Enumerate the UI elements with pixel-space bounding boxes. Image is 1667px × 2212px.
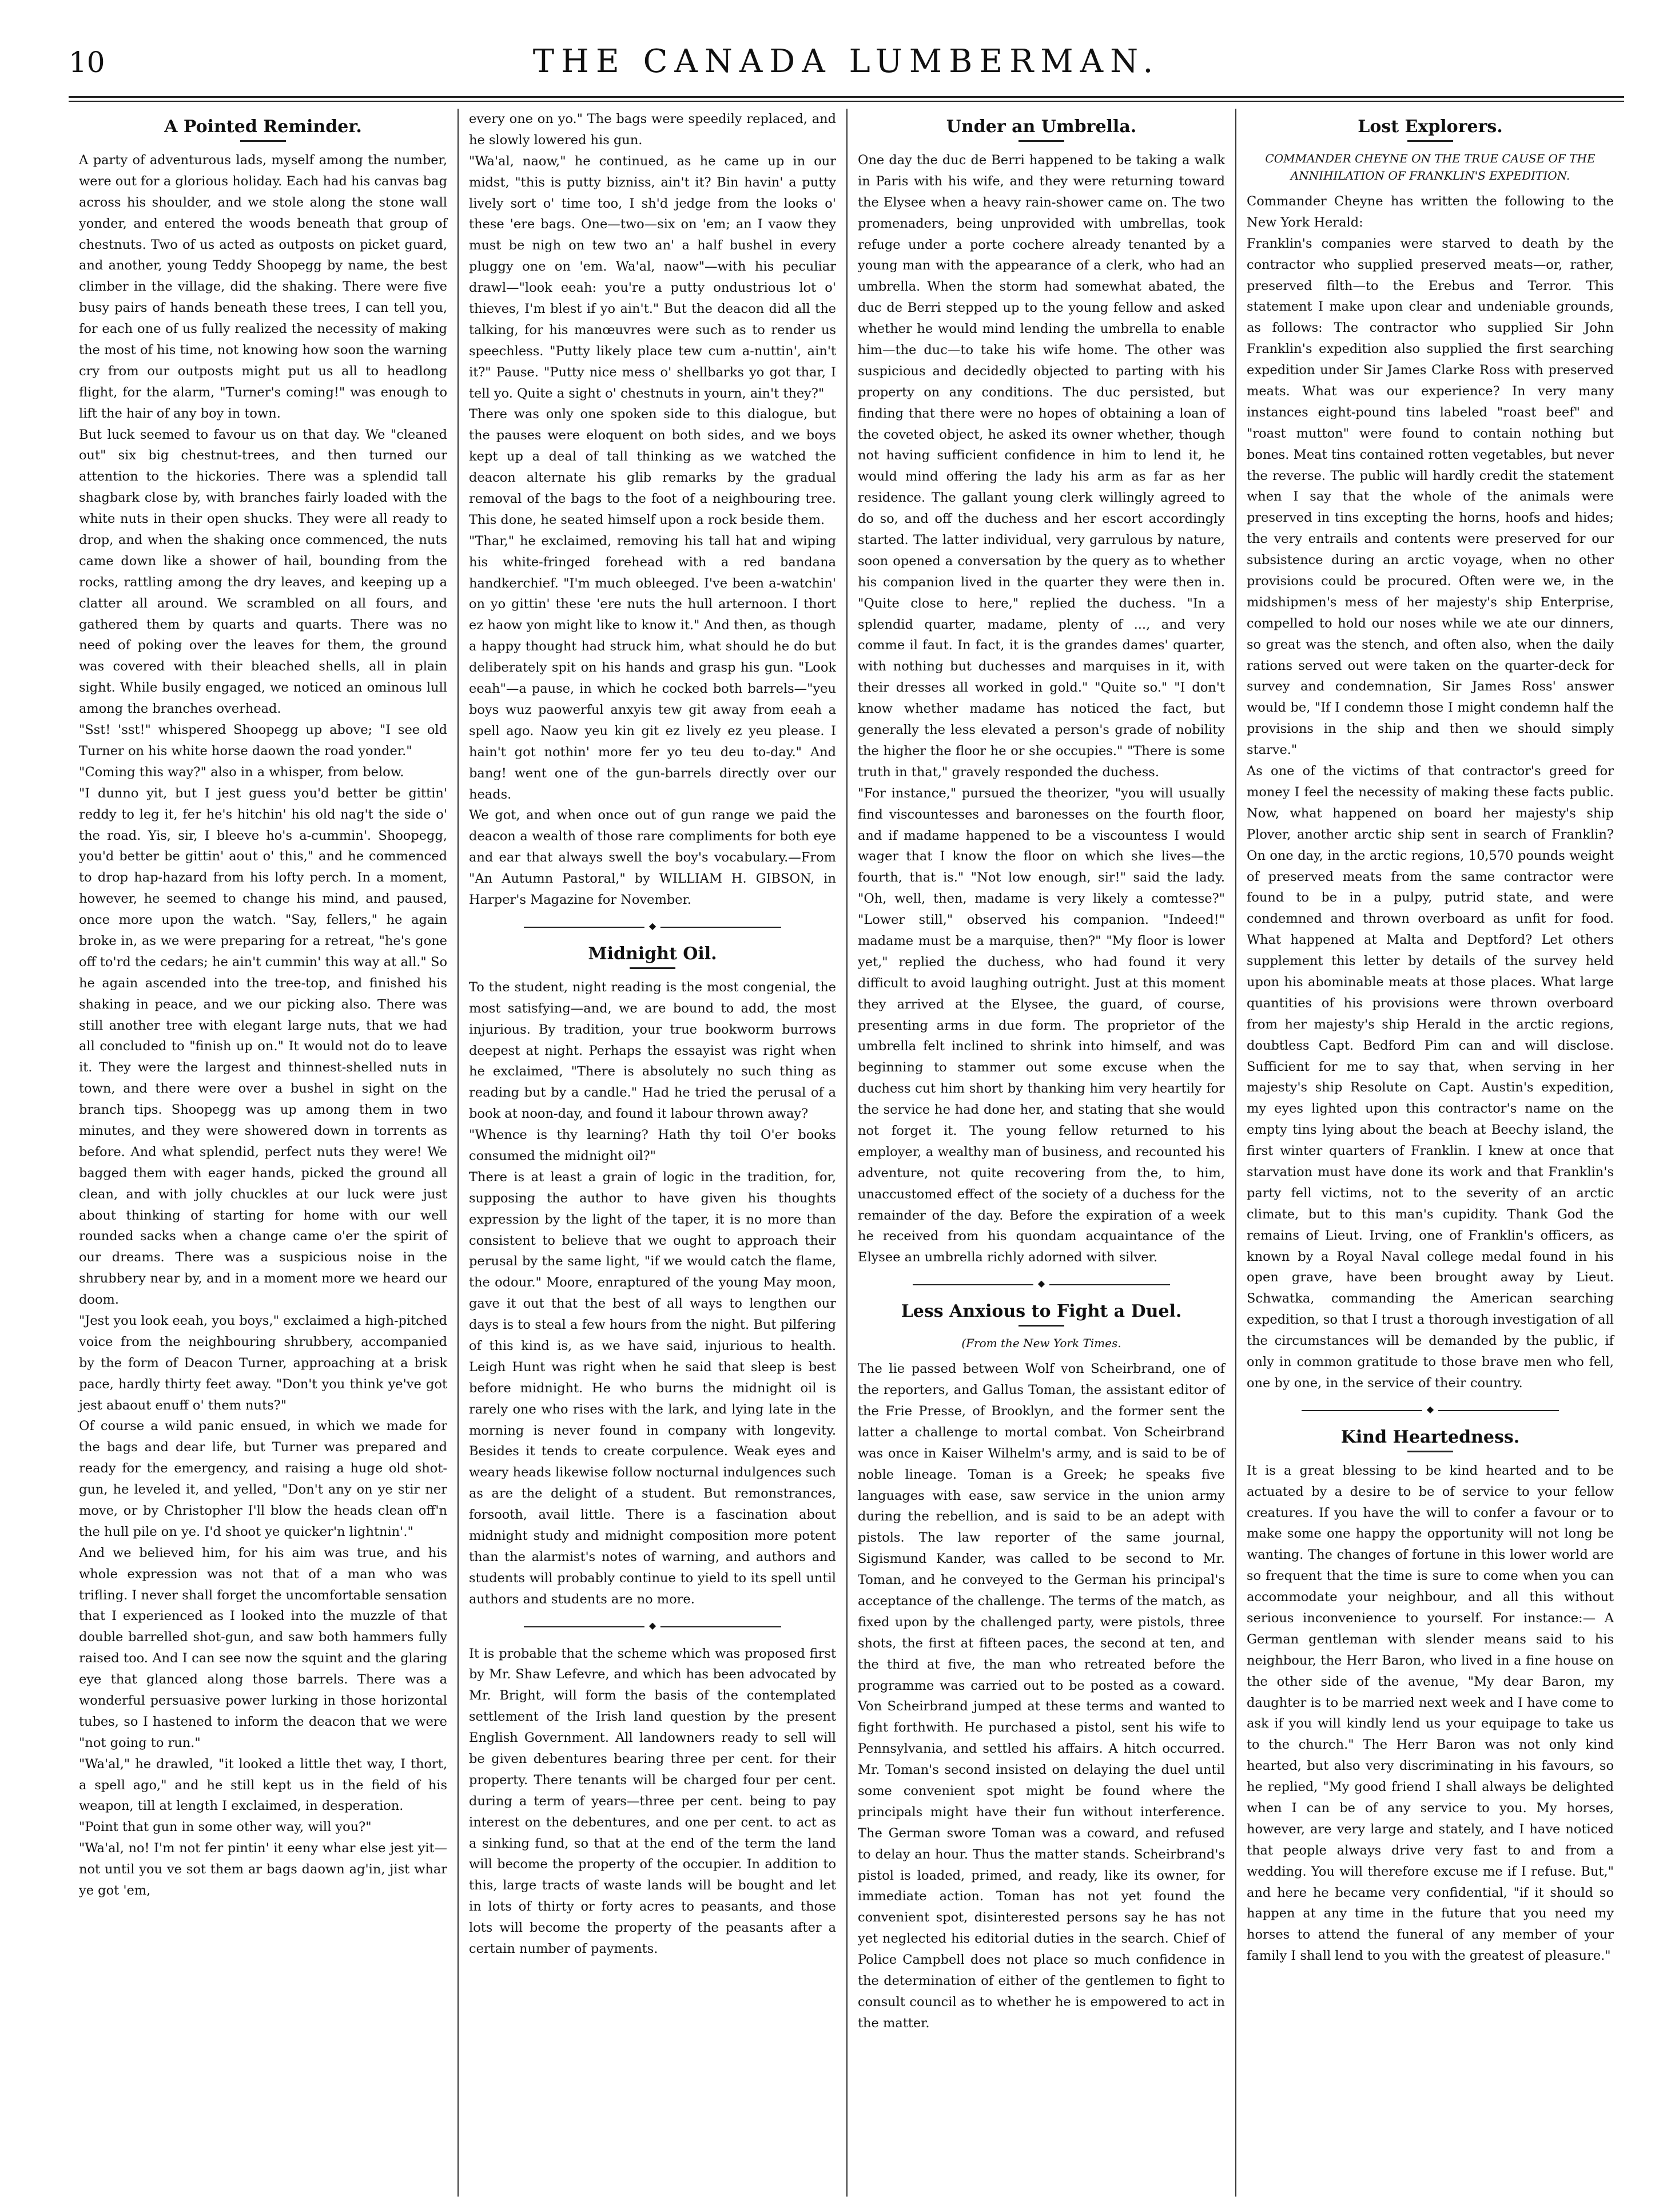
column-2 [457,109,846,2197]
article-headline-under-umbrella: Under an Umbrella. [946,117,1137,137]
article-source-duel: (From the New York Times. [961,1336,1121,1351]
header-rule [69,96,1624,98]
headline-dash [1018,1325,1064,1327]
article-body-midnight-oil: To the student, night reading is the most congenial, the most satisfying—and, we are bound to add, the most injurious. By tradition, your true bookworm burrows deepest at night. Perhaps the essayist was right when he exclaimed, "There is absolutely no such thing as reading but by a candle." Had he tried the perusal of a book at noon-day, and found it labour thrown away? "Whence is thy learning? Hath thy toil O'er books consumed the midnight oil?" There is at least a grain of logic in the tradition, for, supposing the author to have given his thoughts expression by the light of the taper, it is no more than consistent to believe that we ought to approach their perusal by the same light, "if we would catch the flame, the odour." Moore, enraptured of the young May moon, gave it out that the best of all ways to lengthen our days is to steal a few hours from the night. But pilfering of this kind is, as we have said, injurious to health. Leigh Hunt was right when he said that sleep is best before midnight. He who burns the midnight oil is rarely one who rises with the lark, and lying late in the morning is never found in company with longevity. Besides it tends to create corpulence. Weak eyes and weary heads likewise follow nocturnal indulgences such as are the delight of a student. But remonstrances, forsooth, avail little. There is a fascination about midnight study and midnight composition more potent than the alarmist's notes of warning, and authors and students will probably continue to yield to its spell until authors and students are no more. [469,979,836,1607]
headline-dash [1407,140,1453,142]
masthead-title: THE CANADA LUMBERMAN. [532,43,1160,80]
article-body-pointed-reminder: A party of adventurous lads, myself among the number, were out for a glorious holiday. Each had his canvas bag across his shoulder, and we stole along the stone wall yonder, and entered the woods beneath that group of chestnuts. Two of us acted as outposts on picket guard, and another, young Teddy Shoopegg by name, the best climber in the village, did the shaking. There were five busy pairs of hands beneath these trees, I can tell you, for each one of us fully realized the necessity of making the most of his time, not knowing how soon the warning cry from our outposts might put us all to headlong flight, for the alarm, "Turner's coming!" was enough to lift the hair of any boy in town. But luck seemed to favour us on that day. We "cleaned out" six big chestnut-trees, and then turned our attention to the hickories. There was a splendid tall shagbark close by, with branches fairly loaded with the white nuts in their open shucks. They were all ready to drop, and when the shaking once commenced, the nuts came down like a shower of hail, bounding from the rocks, rattling among the dry leaves, and keeping up a clatter all around. We scrambled on all fours, and gathered them by quarts and quarts. There was no need of poking over the leaves for them, the ground was covered with their bleached shells, all in plain sight. While busily engaged, we noticed an ominous lull among the branches overhead. "Sst! 'sst!" whispered Shoopegg up above; "I see old Turner on his white horse daown the road yonder." "Coming this way?" also in a whisper, from below. "I dunno yit, but I jest guess you'd better be gittin' reddy to leg it, fer he's hitchin' his old nag't the side o' the road. Yis, sir, I bleeve ho's a-cummin'. Shoopegg, you'd better be gittin' aout o' this," and he commenced to drop hap-hazard from his lofty perch. In a moment, however, he seemed to change his mind, and paused, once more upon the watch. "Say, fellers," he again broke in, as we were preparing for a retreat, "he's gone off to'rd the cedars; he ain't cummin' this way at all." So he again ascended into the tree-top, and finished his shaking in peace, and we our picking also. There was still another tree with elegant large nuts, that we had all concluded to "finish up on." It would not do to leave it. They were the largest and thinnest-shelled nuts in town, and there were over a bushel in sight on the branch tips. Shoopegg was up among them in two minutes, and they were showered down in torrents as before. And what splendid, perfect nuts they were! We bagged them with eager hands, picked the ground all clean, and with jolly chuckles at our luck were just about thinking of starting for home with our well rounded sacks when a change came o'er the spirit of our dreams. There was a suspicious noise in the shrubbery near by, and in a moment more we heard our doom. "Jest you look eeah, you boys," exclaimed a high-pitched voice from the neighbouring shrubbery, accompanied by the form of Deacon Turner, approaching at a brisk pace, hardly thirty feet away. "Don't you think ye've got jest abaout enuff o' them nuts?" Of course a wild panic ensued, in which we made for the bags and dear life, but Turner was prepared and ready for the emergency, and raising a huge old shot-gun, he leveled it, and yelled, "Don't any on ye stir ner move, or by Christopher I'll blow the heads clean off'n the hull pile on ye. I'd shoot ye quicker'n lightnin'." And we believed him, for his aim was true, and his whole expression was not that of a man who was trifling. I never shall forget the uncomfortable sensation that I experienced as I looked into the muzzle of that double barrelled shot-gun, and saw both hammers fully raised too. And I can see now the squint and the glaring eye that glanced along those barrels. There was a wonderful persuasive power lurking in those horizontal tubes, so I hastened to inform the deacon that we were "not going to run." "Wa'al," he drawled, "it looked a little thet way, I thort, a spell ago," and he still kept us in the field of his weapon, till at length I exclaimed, in desperation. "Point that gun in some other way, will you?" "Wa'al, no! I'm not fer pintin' it eeny whar else jest yit—not until you ve sot them ar bags daown ag'in, jist whar ye got 'em, [79,153,447,1899]
article-separator [524,927,781,928]
article-body-lost-explorers: Commander Cheyne has written the following to the New York Herald: Franklin's companies were starved to death by the contractor who supplied preserved meats—or, rather, preserved filth—to the Erebus and Terror. This statement I make upon clear and undeniable grounds, as follows: The contractor who supplied Sir John Franklin's expedition also supplied the first searching expedition under Sir James Clarke Ross with preserved meats. What was our experience? In very many instances eight-pound tins labeled "roast beef" and "roast mutton" were found to contain nothing but bones. Meat tins contained rotten vegetables, but never the reverse. The public will hardly credit the statement when I say that the whole of the animals were preserved in tins excepting the horns, hoofs and hides; the very entrails and contents were preserved for our subsistence during an arctic voyage, when no other provisions could be procured. Often were we, in the midshipmen's mess of her majesty's ship Enterprise, compelled to hold our noses while we ate our dinners, so great was the stench, and often also, when the daily rations served out were taken on the quarter-deck for survey and condemnation, Sir James Ross' answer would be, "If I condemn those I might condemn half the provisions in the ship and then we should simply starve." As one of the victims of that contractor's greed for money I feel the necessity of making these facts public. Now, what happened on board her majesty's ship Plover, another arctic ship sent in search of Franklin? On one day, in the arctic regions, 10,570 pounds weight of preserved meats from the same contractor were found to be in a pulpy, putrid state, and were condemned and thrown overboard as unfit for food. What happened at Malta and Deptford? Let others supplement this letter by details of the survey held upon his abominable meats at those places. What large quantities of his provisions were thrown overboard from her majesty's ship Herald in the arctic regions, doubtless Capt. Bedford Pim can and will disclose. Sufficient for me to say that, when serving in her majesty's ship Resolute on Capt. Austin's expedition, my eyes lighted upon this contractor's name on the empty tins lying about the beach at Beechy island, the first winter quarters of Franklin. I knew at once that starvation must have done its work and that Franklin's party fell victims, not to the severity of an arctic climate, but to this man's cupidity. Thank God the remains of Lieut. Irving, one of Franklin's officers, as known by a Royal Naval college medal found in his open grave, have been brought away by Lieut. Schwatka, commanding the American searching expedition, so that I trust a thorough investigation of all the circumstances will be demanded by the public, if only in common gratitude to those brave men who fell, one by one, in the service of their country. [1247,194,1614,1391]
article-headline-midnight-oil: Midnight Oil. [588,943,717,964]
article-body-irish-land: It is probable that the scheme which was proposed first by Mr. Shaw Lefevre, and which has been advocated by Mr. Bright, will form the basis of the contemplated settlement of the Irish land question by the present English Government. All landowners ready to sell will be given debentures bearing three per cent. for their property. There tenants will be charged four per cent. during a term of years—three per cent. being to pay interest on the debentures, and one per cent. to act as a sinking fund, so that at the end of the term the land will become the property of the occupier. In addition to this, large tracts of waste lands will be bought and let in lots of thirty or forty acres to peasants, and those lots will become the property of the peasants after a certain number of payments. [469,1646,836,1957]
headline-dash [1407,1451,1453,1452]
page-header [69,40,1624,92]
article-headline-kind-heartedness: Kind Heartedness. [1340,1427,1520,1447]
article-body-duel: The lie passed between Wolf von Scheirbrand, one of the reporters, and Gallus Toman, the assistant editor of the Frie Presse, of Brooklyn, and the former sent the latter a challenge to mortal combat. Von Scheirbrand was once in Kaiser Wilhelm's army, and is said to be of noble lineage. Toman is a Greek; he speaks five languages with ease, saw service in the union army during the rebellion, and is said to be an adept with pistols. The law reporter of the same journal, Sigismund Kander, was called to be second to Mr. Toman, and he conveyed to the German his principal's acceptance of the challenge. The terms of the match, as fixed upon by the challenged party, were pistols, three shots, the first at fifteen paces, the second at ten, and the third at five, the man who retreated before the programme was carried out to be posted as a coward. Von Scheirbrand jumped at these terms and wanted to fight forthwith. He purchased a pistol, sent his wife to Pennsylvania, and settled his affairs. A hitch occurred. Mr. Toman's second insisted on delaying the duel until some convenient spot might be found where the principals might have their fun without interference. The German swore Toman was a coward, and refused to delay an hour. Thus the matter stands. Scheirbrand's pistol is loaded, primed, and ready, like its owner, for immediate action. Toman has not yet found the convenient spot, disinterested persons say he has not yet neglected his editorial duties in the search. Chief of Police Campbell does not place so much confidence in the determination of either of the gentlemen to fight to consult council as to whether he is empowered to act in the matter. [858,1361,1225,2031]
article-body-under-umbrella: One day the duc de Berri happened to be taking a walk in Paris with his wife, and they were returning toward the Elysee when a heavy rain-shower came on. The two promenaders, being unprovided with umbrellas, took refuge under a porte cochere already tenanted by a young man with the appearance of a clerk, who had an umbrella. When the storm had somewhat abated, the duc de Berri stepped up to the young fellow and asked whether he would mind lending the umbrella to enable him—the duc—to take his wife home. The other was suspicious and decidedly objected to parting with his property on any conditions. The duc persisted, but finding that there were no hopes of obtaining a loan of the coveted object, he asked its owner whether, though not having sufficient confidence in him to lend it, he would mind offering the lady his arm as far as her residence. The gallant young clerk willingly agreed to do so, and off the duchess and her escort accordingly started. The latter individual, very garrulous by nature, soon opened a conversation by the query as to whether his companion lived in the quarter they were then in. "Quite close to here," replied the duchess. "In a splendid quarter, madame, plenty of ..., and very comme il faut. In fact, it is the grandes dames' quarter, with nothing but duchesses and marquises in it, with their dresses all worked in gold." "Quite so." "I don't know whether madame has noticed the fact, but generally the less elevated a person's grade of nobility the higher the floor he or she occupies." "There is some truth in that," gravely responded the duchess. "For instance," pursued the theorizer, "you will usually find viscountesses and baronesses on the fourth floor, and if madame happened to be a viscountess I would wager that I know the floor on which she lives—the fourth, that is." "Not low enough, sir!" said the lady. "Oh, well, then, madame is very likely a comtesse?" "Lower still," observed his companion. "Indeed!" madame must be a marquise, then?" "My floor is lower yet," replied the duchess, who had found it very difficult to avoid laughing outright. Just at this moment they arrived at the Elysee, the guard, of course, presenting arms in due form. The proprietor of the umbrella felt inclined to shrink into himself, and was beginning to stammer out some excuse when the duchess cut him short by thanking him very heartily for the service he had done her, and stating that she would not forget it. The young fellow returned to his employer, a wealthy man of business, and recounted his adventure, not quite recovering from the, to him, unaccustomed effect of the society of a duchess for the remainder of the day. Before the expiration of a week he received from his quondam acquaintance of the Elysee an umbrella richly adorned with silver. [858,153,1225,1265]
column-4 [1235,109,1624,2197]
article-headline-duel: Less Anxious to Fight a Duel. [901,1301,1182,1322]
column-1 [69,109,457,2197]
article-subhead-lost-explorers: COMMANDER CHEYNE ON THE TRUE CAUSE OF THE ANNIHILATION OF FRANKLIN'S EXPEDITION. [1265,152,1596,182]
header-rule-thin [69,101,1624,102]
article-body-pointed-reminder-continued: every one on yo." The bags were speedily replaced, and he slowly lowered his gun. "Wa'al, naow," he continued, as he came up in our midst, "this is putty bizniss, ain't it? Bin havin' a putty lively sort o' time too, I sh'd jedge from the looks o' these 'ere bags. One—two—six on 'em; an I vaow they must be nigh on tew two an' a half bushel in every pluggy one on 'em. Wa'al, naow"—with his peculiar drawl—"look eeah: you're a putty ondustrious lot o' thieves, I'm blest if yo ain't." But the deacon did all the talking, for his manœuvres were such as to render us speechless. "Putty likely place tew cum a-nuttin', ain't it?" Pause. "Putty nice mess o' shellbarks yo got thar, I tell yo. Quite a sight o' chestnuts in yourn, ain't they?" There was only one spoken side to this dialogue, but the pauses were eloquent on both sides, and we boys kept up a deal of tall thinking as we watched the deacon alternate his glib remarks by the gradual removal of the bags to the foot of a neighbouring tree. This done, he seated himself upon a rock beside them. "Thar," he exclaimed, removing his tall hat and wiping his white-fringed forehead with a red bandana handkerchief. "I'm much obleeged. I've been a-watchin' on yo gittin' these 'ere nuts the hull arternoon. I thort ez haow yon might like to know it." And then, as though a happy thought had struck him, what should he do but deliberately spit on his hands and grasp his gun. "Look eeah"—a pause, in which he cocked both barrels—"yeu boys wuz paowerful anxyis tew git away from eeah a spell ago. Naow yeu kin git ez lively ez yeu please. I hain't got nothin' more fer yo teu deu to-day." And bang! went one of the gun-barrels directly over our heads. We got, and when once out of gun range we paid the deacon a wealth of those rare compliments for both eye and ear that always swell the boy's vocabulary.—From "An Autumn Pastoral," by WILLIAM H. GIBSON, in Harper's Magazine for November. [469,112,836,907]
column-3 [846,109,1235,2197]
page-number: 10 [69,46,105,79]
article-separator [913,1284,1169,1285]
headline-dash [630,967,675,969]
article-columns [69,109,1624,2197]
article-body-kind-heartedness: It is a great blessing to be kind hearted and to be actuated by a desire to be of service to your fellow creatures. If you have the will to confer a favour or to make some one happy the opportunity will not long be wanting. The changes of fortune in this lower world are so frequent that the time is sure to come when you can accommodate your neighbour, and all this without serious inconvenience to yourself. For instance:— A German gentleman with slender means said to his neighbour, the Herr Baron, who lived in a fine house on the other side of the avenue, "My dear Baron, my daughter is to be married next week and I have come to ask if you will kindly lend us your equipage to take us to the church." The Herr Baron was not only kind hearted, but also very discriminating in his favours, so he replied, "My good friend I shall always be delighted when I can be of any service to you. My horses, however, are very large and stately, and I have noticed that people always drive very fast to and from a wedding. You will therefore excuse me if I refuse. But," and here he became very confidential, "if it should so happen at any time in the future that you need my horses to attend the funeral of any member of your family I shall lend to you with the greatest of pleasure." [1247,1463,1614,1964]
headline-dash [1018,140,1064,142]
article-separator [1302,1410,1558,1411]
article-headline-pointed-reminder: A Pointed Reminder. [164,117,362,137]
article-headline-lost-explorers: Lost Explorers. [1358,117,1503,137]
headline-dash [240,140,286,142]
article-separator [524,1626,781,1627]
